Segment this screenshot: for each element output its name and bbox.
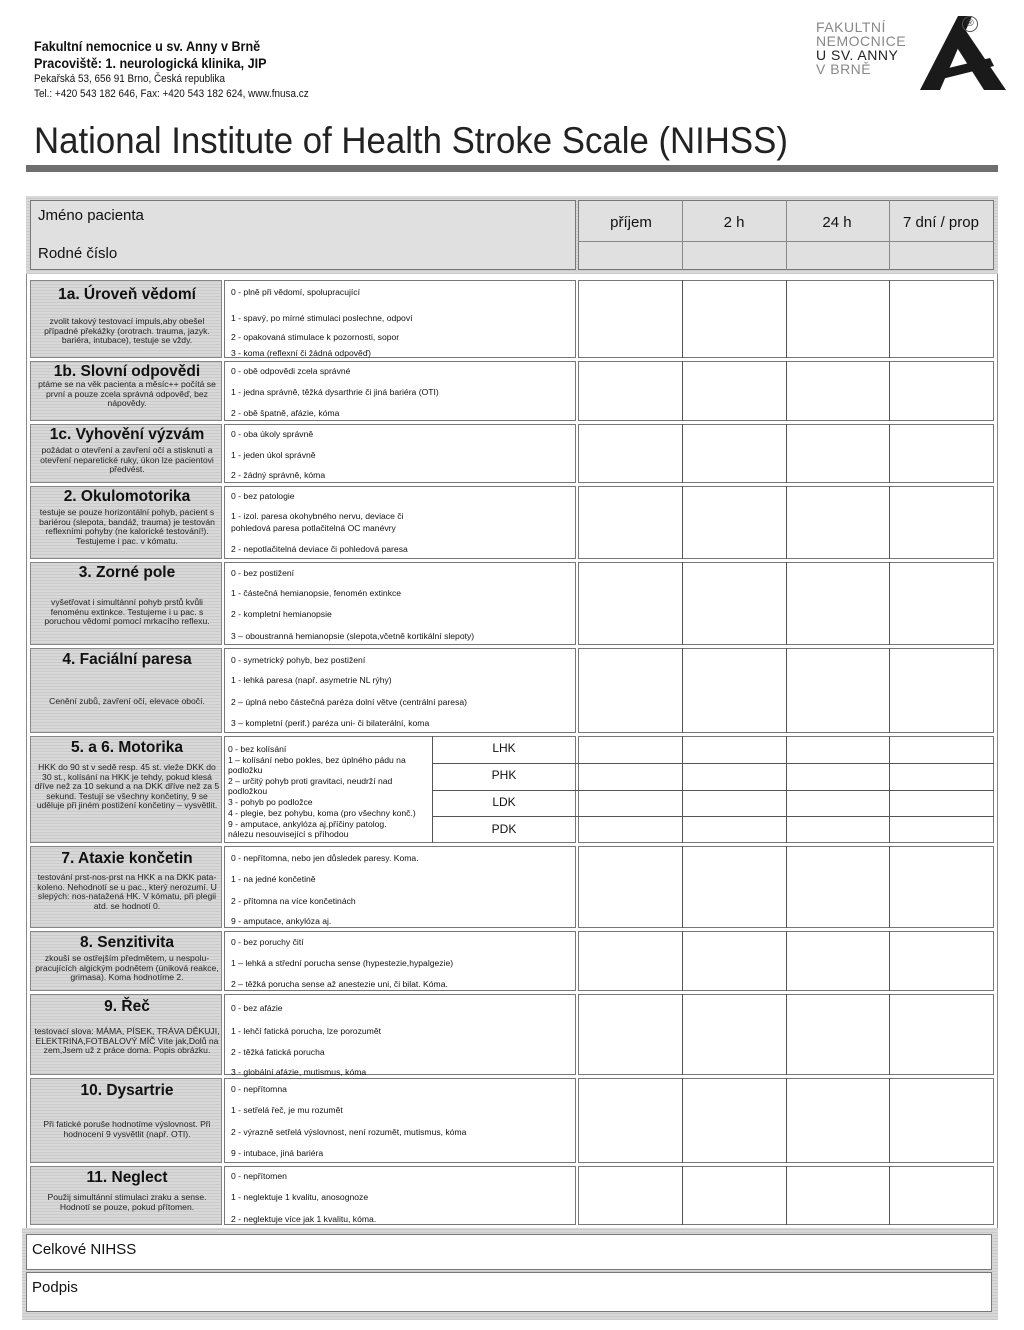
score-option: 9 - intubace, jiná bariéra [231,1148,324,1158]
score-option: 1 – kolísání nebo pokles, bez úplného pádu na [228,755,406,765]
item-title: 9. Řeč [104,998,150,1015]
patient-name-label: Jméno pacienta [38,207,144,224]
item-description: Cenění zubů, zavření očí, elevace obočí. [49,696,205,706]
score-option: 2 - těžká fatická porucha [231,1047,325,1057]
score-option: 1 - izol. paresa okohybného nervu, deviace či [231,511,404,521]
item-description: Použij simultánní stimulaci zraku a sense. Hodnotí se pouze, pokud přítomen. [47,1192,207,1212]
score-column-line [889,424,890,483]
item-title: 8. Senzitivita [80,934,174,951]
item-description: zvolit takový testovací impuls,aby obešel případné překážky (orotrach. trauma, jazyk. bariéra, intubace), testuje se vždy. [44,316,210,346]
item-description: zkouší se ostřejším předmětem, u nespolu-pracujících algickým podnětem (úniková reakce, grimasa). Koma hodnotíme 2. [35,953,219,983]
score-option: 0 - bez poruchy čití [231,937,304,947]
score-option: nálezu nesouvisející s příhodou [228,829,349,839]
score-option: 1 - spavý, po mírné stimulaci poslechne, odpoví [231,313,413,323]
score-option: 2 - opakovaná stimulace k pozornosti, sopor [231,332,400,342]
contact: Tel.: +420 543 182 646, Fax: +420 543 182 624, www.fnusa.cz [34,88,309,100]
score-option: 2 - přítomna na více končetinách [231,896,356,906]
score-option: 2 - nepotlačitelná deviace či pohledová paresa [231,544,408,554]
score-option: 0 - bez afázie [231,1003,283,1013]
score-column-line [889,1166,890,1225]
score-column-line [682,361,683,421]
score-option: 9 - amputace, ankylóza aj.příčiny patolog. [228,819,387,829]
total-nihss-label: Celkové NIHSS [32,1241,137,1258]
item-description: ptáme se na věk pacienta a měsíc++ počítá se první a pouze zcela správná odpověď, bez nápovědy. [38,379,216,409]
item-description: Při fatické poruše hodnotíme výslovnost. Při hodnocení 9 vysvětlit (např. OTI). [43,1119,211,1139]
score-option: 3 – kompletní (perif.) paréza uni- či bilaterální, koma [231,718,430,728]
score-option: 0 - nepřítomna [231,1084,287,1094]
score-option: 2 - obě špatně, afázie, kóma [231,408,340,418]
score-option: 2 - výrazně setřelá výslovnost, není rozumět, mutismus, kóma [231,1127,467,1137]
total-nihss-box [26,1234,992,1270]
department: Pracoviště: 1. neurologická klinika, JIP [34,55,267,71]
score-column-line [786,562,787,645]
item-title: 4. Faciální paresa [62,651,192,668]
score-option: 0 - plně při vědomí, spolupracující [231,287,360,297]
limb-label: PDK [491,822,517,836]
col-24h: 24 h [822,214,852,231]
score-column-line [786,846,787,928]
score-column-line [786,994,787,1075]
score-column-line [682,1166,683,1225]
score-option: 3 - koma (reflexní či žádná odpověď) [231,348,371,358]
score-option: 1 - částečná hemianopsie, fenomén extinkce [231,588,402,598]
hospital-name: Fakultní nemocnice u sv. Anny v Brně [34,38,261,54]
score-option: 1 - lehká paresa (např. asymetrie NL rýhy) [231,675,392,685]
limb-label: LHK [492,741,516,755]
score-option: 0 - symetrický pohyb, bez postižení [231,655,366,665]
score-column-line [786,931,787,991]
limb-label: LDK [492,795,516,809]
score-option: 0 - bez patologie [231,491,295,501]
registered-mark: ® [962,16,978,32]
limb-label: PHK [491,768,517,782]
item-description: testuje se pouze horizontální pohyb, pacient s bariérou (slepota, bandáž, trauma) je testován reflexními pohyby (ne kalorické testování!). Testujeme i pac. v kómatu. [39,507,215,546]
item-title: 1b. Slovní odpovědi [53,363,201,380]
item-description: testování prst-nos-prst na HKK a na DKK pata-koleno. Nehodnotí se u pac., který nerozumí. U slepých: nos-natažená HK. V kómatu, při plegii atd. se hodnotí 0. [37,872,217,911]
score-column-line [682,648,683,733]
score-option: 1 - jedna správně, těžká dysarthrie či jiná bariéra (OTI) [231,387,439,397]
score-option: pohledová paresa potlačitelná OC manévry [231,523,396,533]
score-column-line [889,648,890,733]
item-title: 1c. Vyhovění výzvám [49,426,205,443]
score-column-line [786,361,787,421]
score-column-line [682,562,683,645]
score-option: 9 - amputace, ankylóza aj. [231,916,332,926]
title-rule [26,165,998,172]
score-column-line [786,1078,787,1163]
score-column-line [682,280,683,358]
score-column-line [682,931,683,991]
score-option: 0 - oba úkoly správně [231,429,314,439]
item-title: 10. Dysartrie [80,1082,174,1099]
score-option: podložkou [228,786,268,796]
score-option: 1 – lehká a střední porucha sense (hypestezie,hypalgezie) [231,958,454,968]
score-column-line [889,846,890,928]
hospital-header [34,38,339,102]
score-column-line [889,931,890,991]
score-column-line [786,486,787,559]
score-column-line [682,486,683,559]
item-title: 7. Ataxie končetin [61,850,193,867]
score-option: 1 - na jedné končetině [231,874,316,884]
item-description: vyšetřovat i simultánní pohyb prstů kvůli fenoménu extinkce. Testujeme i u pac. s poruchou vědomí pomocí mrkacího reflexu. [44,597,210,627]
score-option: 1 - neglektuje 1 kvalitu, anosognoze [231,1192,369,1202]
item-title: 5. a 6. Motorika [71,739,183,756]
score-option: 2 - kompletní hemianopsie [231,609,332,619]
score-option: 2 - žádný správně, kóma [231,470,326,480]
item-title: 11. Neglect [86,1169,168,1186]
hospital-logo [816,14,1006,90]
limb-row-line [432,763,994,764]
score-option: 1 - jeden úkol správně [231,450,316,460]
score-column-line [889,280,890,358]
logo-text: FAKULTNÍ NEMOCNICE U SV. ANNY V BRNĚ [816,19,907,77]
item-title: 1a. Úroveň vědomí [58,286,196,303]
score-column-line [889,361,890,421]
score-column-line [786,1166,787,1225]
item-description: HKK do 90 st v sedě resp. 45 st. vleže DKK do 30 st., kolísání na HKK je tehdy, pokud klesá dříve než za 10 sekund a na DKK dříve než za 5 sekund. Testují se všechny končetiny, 9 se uděluje při jiném postižení končetiny – vysvětlit. [34,762,220,811]
item-title: 2. Okulomotorika [63,488,191,505]
page-title: National Institute of Health Stroke Scale (NIHSS) [34,120,788,161]
item-description: požádat o otevření a zavření očí a stisknutí a otevření neparetické ruky, úkon lze pacientovi předvést. [40,445,214,475]
score-option: 0 - nepřítomna, nebo jen důsledek paresy. Koma. [231,853,419,863]
score-option: 2 - neglektuje více jak 1 kvalitu, kóma. [231,1214,377,1224]
score-option: 3 - pohyb po podložce [228,797,313,807]
score-column-line [682,846,683,928]
score-column-line [889,486,890,559]
score-option: 0 - bez kolísání [228,744,287,754]
item-title: 3. Zorné pole [78,564,176,581]
col-7days: 7 dní / prop [903,214,979,231]
score-column-line [889,994,890,1075]
score-option: 0 - bez postižení [231,568,295,578]
limb-row-line [432,790,994,791]
score-column-line [786,648,787,733]
score-option: 4 - plegie, bez pohybu, koma (pro všechny konč.) [228,808,416,818]
score-option: 0 - obě odpovědi zcela správné [231,366,351,376]
score-column-line [682,1078,683,1163]
score-option: 3 - globální afázie, mutismus, kóma [231,1067,367,1077]
score-option: 3 – oboustranná hemianopsie (slepota,včetně kortikální slepoty) [231,631,475,641]
header-column-line [889,200,890,270]
score-column-line [889,562,890,645]
item-description: testovací slova: MÁMA, PÍSEK, TRÁVA DĚKUJI, ELEKTRINA,FOTBALOVÝ MÍČ Víte jak,Dolů na zem,Jsem už z práce doma. Popis obrázku. [34,1026,220,1056]
score-option: 2 – těžká porucha sense až anestezie uni, či bilat. Kóma. [231,979,448,989]
col-2h: 2 h [723,214,745,231]
score-option: 1 - setřelá řeč, je mu rozumět [231,1105,343,1115]
signature-box [26,1272,992,1312]
limb-row-line [432,816,994,817]
col-admission: příjem [610,214,652,231]
score-column-line [889,1078,890,1163]
score-option: 2 – úplná nebo částečná paréza dolní větve (centrální paresa) [231,697,468,707]
address: Pekařská 53, 656 91 Brno, Česká republika [34,73,225,85]
score-option: 1 - lehčí fatická porucha, lze porozumět [231,1026,381,1036]
patient-id-label: Rodné číslo [38,245,118,262]
score-option: 2 – určitý pohyb proti gravitaci, neudrží nad [228,776,393,786]
score-option: 0 - nepřítomen [231,1171,287,1181]
score-column-line [786,424,787,483]
score-option: podložku [228,765,263,775]
header-column-line [786,200,787,270]
score-column-line [682,424,683,483]
signature-label: Podpis [32,1279,78,1296]
score-column-line [786,280,787,358]
score-column-line [682,994,683,1075]
header-column-line [682,200,683,270]
